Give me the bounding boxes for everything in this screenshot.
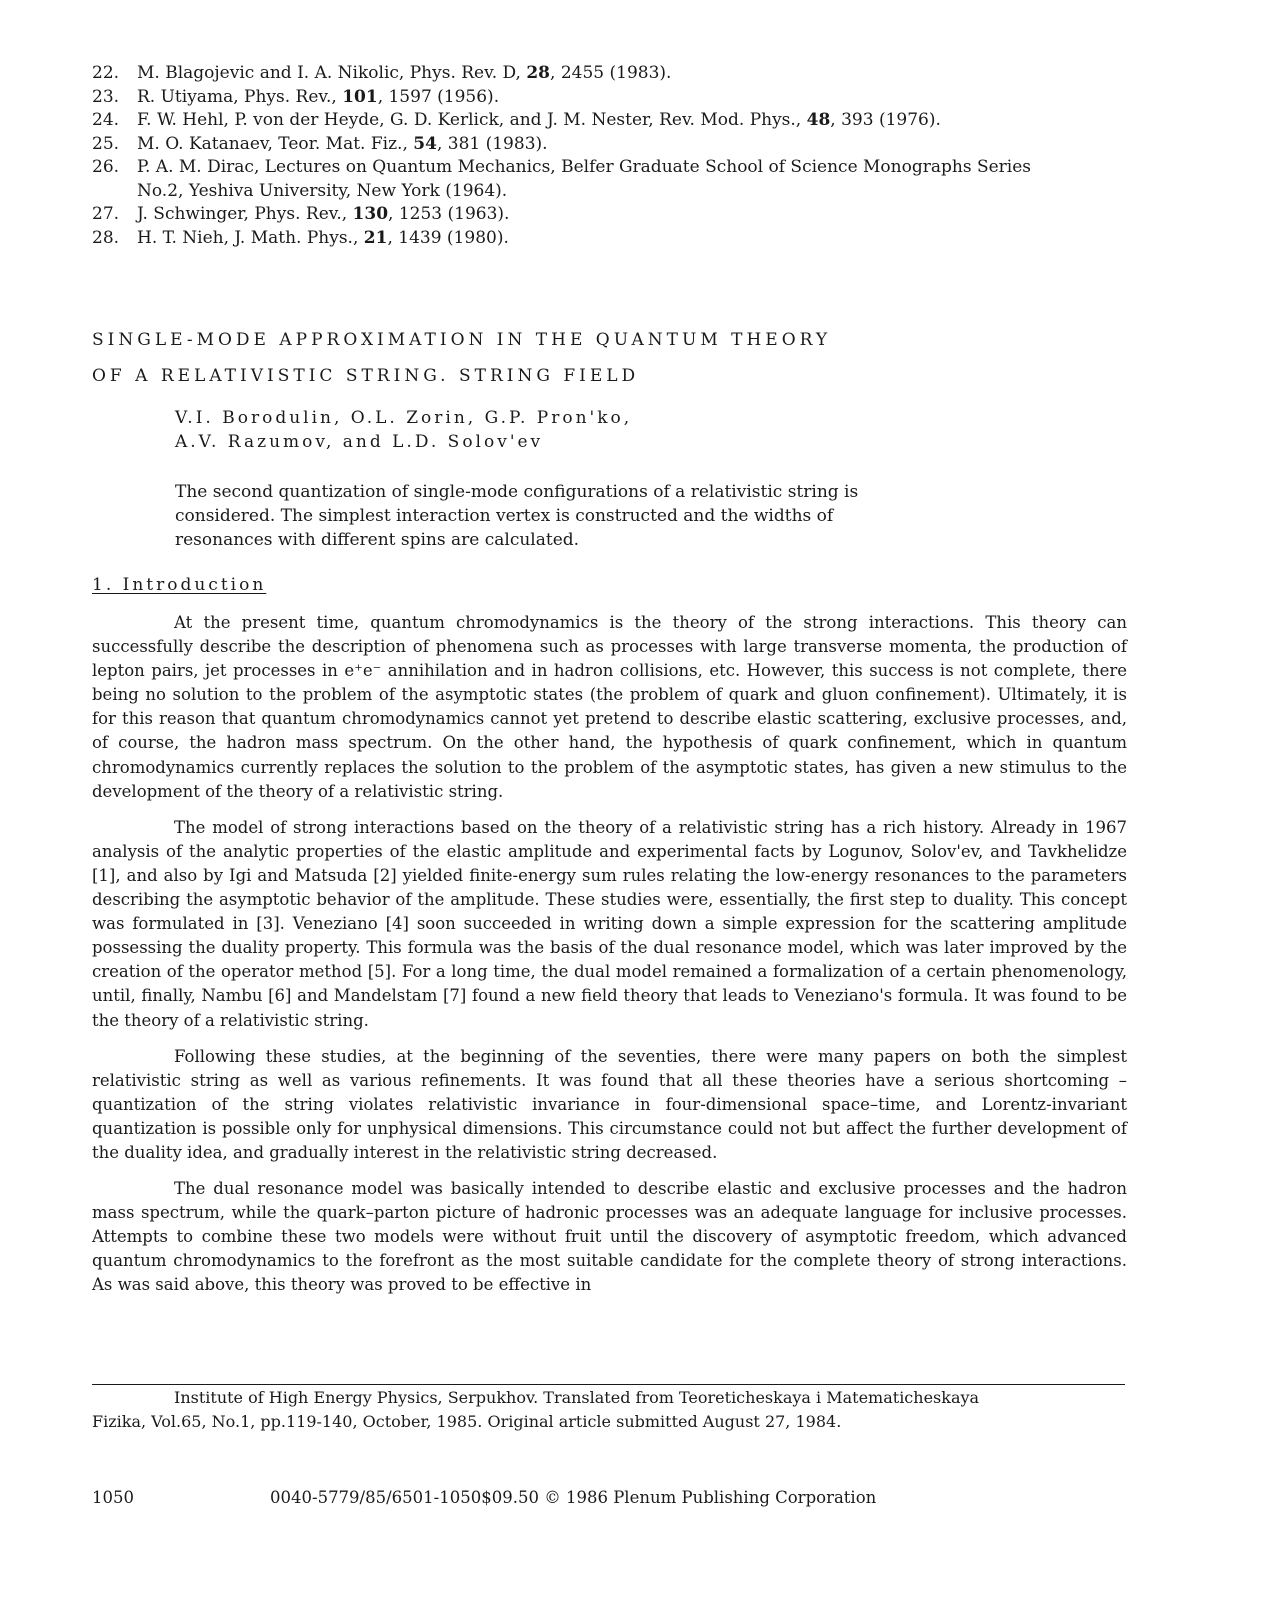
reference-item <box>92 227 1172 251</box>
copyright-line: 0040-5779/85/6501-1050$09.50 © 1986 Plenum Publishing Corporation <box>270 1488 877 1507</box>
reference-text-end: , 381 (1983). <box>436 133 548 154</box>
reference-item <box>92 203 1172 227</box>
reference-list <box>92 62 1172 250</box>
reference-number: 24. <box>92 110 120 130</box>
reference-volume: 48 <box>806 110 831 130</box>
reference-volume: 21 <box>363 227 388 248</box>
body-text <box>92 611 1127 1310</box>
author-line: A.V. Razumov, and L.D. Solov'ev <box>175 432 544 452</box>
article-title-line: SINGLE-MODE APPROXIMATION IN THE QUANTUM THEORY <box>92 330 832 350</box>
footnote-line: Fizika, Vol.65, No.1, pp.119-140, October, 1985. Original article submitted August 27, 1984. <box>92 1412 842 1431</box>
reference-volume: 28 <box>526 63 551 83</box>
reference-text: J. Schwinger, Phys. Rev., <box>137 204 353 224</box>
footnote-divider <box>92 1384 1125 1385</box>
reference-text-end: , 1253 (1963). <box>388 204 510 224</box>
reference-text-end: , 393 (1976). <box>830 110 941 130</box>
reference-number: 27. <box>92 204 120 224</box>
reference-number: 22. <box>92 63 120 83</box>
body-paragraph: At the present time, quantum chromodynamics is the theory of the strong interactions. This theory can successfully describe the description of phenomena such as processes with large transverse momenta, the production of lepton pairs, jet processes in e⁺e⁻ annihilation and in hadron collisions, etc. However, this success is not complete, there being no solution to the problem of the asymptotic states (the problem of quark and gluon confinement). Ultimately, it is for this reason that quantum chromodynamics cannot yet pretend to describe elastic scattering, exclusive processes, and, of course, the hadron mass spectrum. On the other hand, the hypothesis of quark confinement, which in quantum chromodynamics currently replaces the solution to the problem of the asymptotic states, has given a new stimulus to the development of the theory of a relativistic string. <box>92 613 1127 801</box>
reference-item <box>92 109 1172 133</box>
author-list <box>175 406 632 454</box>
article-title <box>92 322 831 394</box>
reference-item <box>92 156 1172 203</box>
reference-text: F. W. Hehl, P. von der Heyde, G. D. Kerlick, and J. M. Nester, Rev. Mod. Phys., <box>137 110 807 130</box>
reference-text: M. Blagojevic and I. A. Nikolic, Phys. Rev. D, <box>137 63 527 83</box>
footnote-line: Institute of High Energy Physics, Serpukhov. Translated from Teoreticheskaya i Matematicheskaya <box>174 1388 980 1407</box>
page-number: 1050 <box>92 1488 134 1507</box>
reference-number: 25. <box>92 133 120 154</box>
article-title-line: OF A RELATIVISTIC STRING. STRING FIELD <box>92 366 640 386</box>
abstract: The second quantization of single-mode configurations of a relativistic string is considered. The simplest interaction vertex is constructed and the widths of resonances with different spins are calculated. <box>175 482 859 550</box>
reference-item <box>92 133 1172 157</box>
reference-text-end: , 2455 (1983). <box>550 63 672 83</box>
body-paragraph: Following these studies, at the beginning of the seventies, there were many papers on both the simplest relativistic string as well as various refinements. It was found that all these theories have a serious shortcoming – quantization of the string violates relativistic invariance in four-dimensional space–time, and Lorentz-invariant quantization is possible only for unphysical dimensions. This circumstance could not but affect the further development of the duality idea, and gradually interest in the relativistic string decreased. <box>92 1046 1127 1162</box>
body-paragraph: The model of strong interactions based on the theory of a relativistic string has a rich history. Already in 1967 analysis of the analytic properties of the elastic amplitude and experimental facts by Logunov, Solov'ev, and Tavkhelidze [1], and also by Igi and Matsuda [2] yielded finite-energy sum rules relating the low-energy resonances to the parameters describing the asymptotic behavior of the amplitude. These studies were, essentially, the first step to duality. This concept was formulated in [3]. Veneziano [4] soon succeeded in writing down a simple expression for the scattering amplitude possessing the duality property. This formula was the basis of the dual resonance model, which was later improved by the creation of the operator method [5]. For a long time, the dual model remained a formalization of a certain phenomenology, until, finally, Nambu [6] and Mandelstam [7] found a new field theory that leads to Veneziano's formula. It was found to be the theory of a relativistic string. <box>92 817 1127 1030</box>
reference-text-end: , 1439 (1980). <box>387 227 509 248</box>
footnote <box>92 1386 1127 1434</box>
reference-number: 26. <box>92 157 120 177</box>
reference-number: 23. <box>92 86 120 107</box>
section-heading: 1. Introduction <box>92 575 267 595</box>
reference-item <box>92 86 1172 110</box>
reference-text-end: , 1597 (1956). <box>377 86 500 107</box>
reference-text: R. Utiyama, Phys. Rev., <box>137 86 343 107</box>
author-line: V.I. Borodulin, O.L. Zorin, G.P. Pron'ko, <box>175 408 633 428</box>
reference-volume: 130 <box>352 204 389 224</box>
reference-volume: 101 <box>342 86 378 107</box>
reference-number: 28. <box>92 227 120 248</box>
reference-item <box>92 62 1172 86</box>
body-paragraph: The dual resonance model was basically intended to describe elastic and exclusive processes and the hadron mass spectrum, while the quark–parton picture of hadronic processes was an adequate language for inclusive processes. Attempts to combine these two models were without fruit until the discovery of asymptotic freedom, which advanced quantum chromodynamics to the forefront as the most suitable candidate for the complete theory of strong interactions. As was said above, this theory was proved to be effective in <box>92 1179 1127 1295</box>
reference-text: H. T. Nieh, J. Math. Phys., <box>137 227 364 248</box>
reference-text: M. O. Katanaev, Teor. Mat. Fiz., <box>137 133 414 154</box>
reference-text: P. A. M. Dirac, Lectures on Quantum Mechanics, Belfer Graduate School of Science Monographs Series No.2, Yeshiva University, New York (1964). <box>137 157 1032 201</box>
reference-volume: 54 <box>413 133 437 154</box>
